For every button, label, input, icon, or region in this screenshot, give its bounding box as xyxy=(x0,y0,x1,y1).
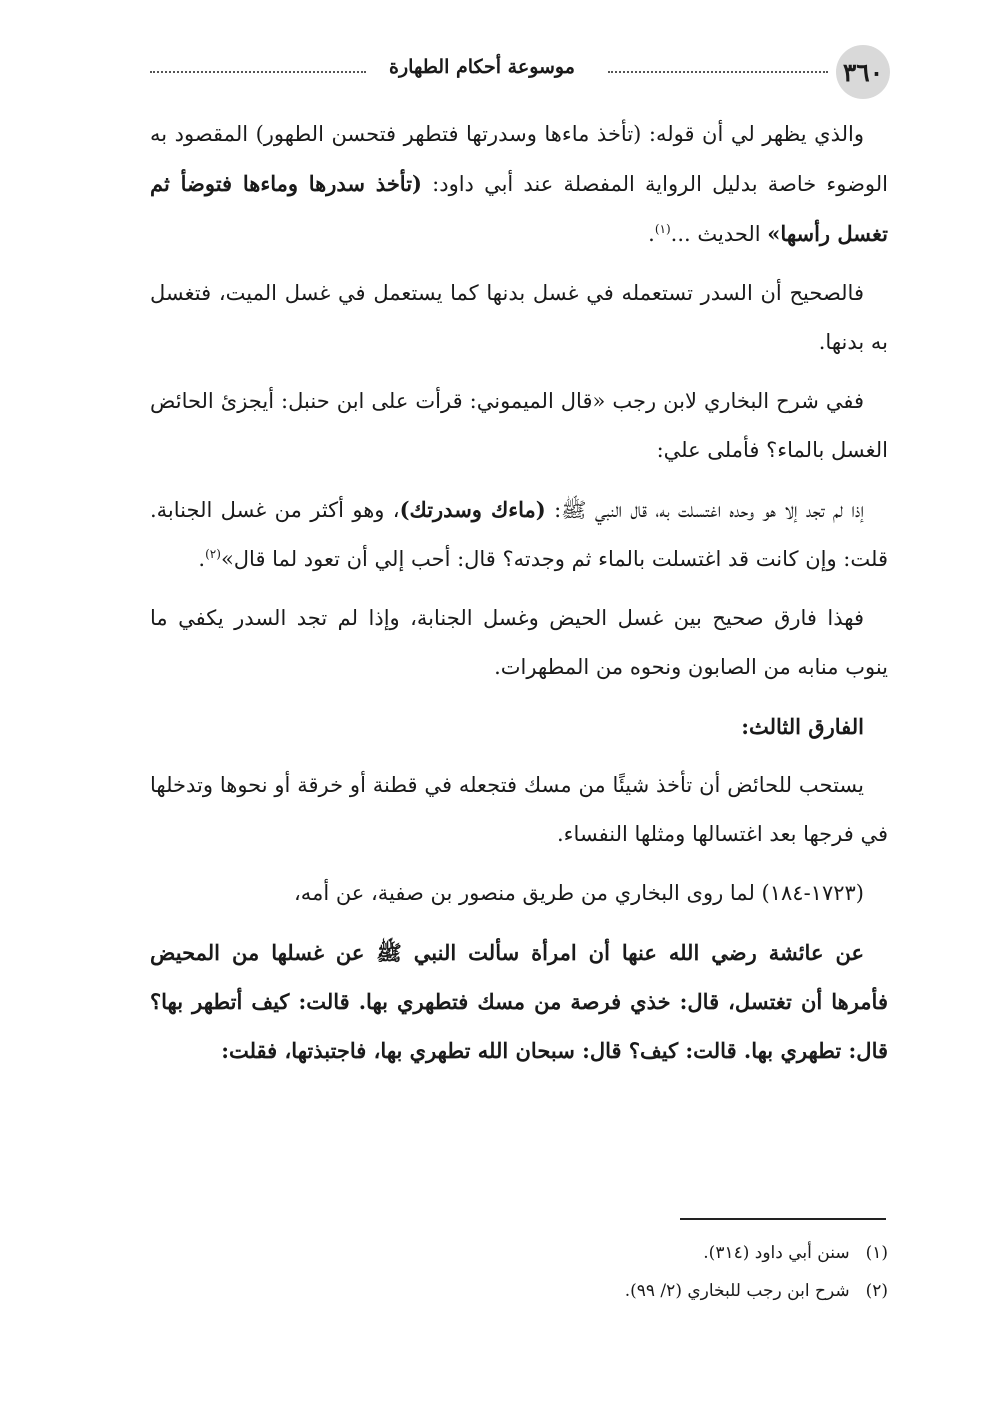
page-body xyxy=(150,110,888,1075)
page-header xyxy=(148,44,890,100)
footnote-ref-1[interactable]: (١) xyxy=(654,222,671,236)
hadith-text-bold: عن عائشة رضي الله عنها أن امرأة سألت النبي ﷺ عن غسلها من المحيض فأمرها أن تغتسل، قال: خذي فرصة من مسك فتطهري بها. قالت: كيف أتطهر بها؟ قال: تطهري بها. قالت: كيف؟ قال: سبحان الله تطهري بها، فاجتبذتها، فقلت: xyxy=(150,940,888,1063)
paragraph-1-text: والذي يظهر لي أن قوله: (تأخذ ماءها وسدرتها فتطهر فتحسن الطهور) المقصود به الوضوء خاصة بدليل الرواية المفصلة عند أبي داود: xyxy=(150,122,888,196)
footnote-2-text: شرح ابن رجب للبخاري (٢/ ٩٩). xyxy=(624,1281,850,1301)
footnote-separator xyxy=(680,1218,886,1220)
page-number: ٣٦٠ xyxy=(842,57,884,87)
paragraph-4-tail: ، وهو أكثر من غسل الجنابة. قلت: وإن كانت قد اغتسلت بالماء ثم وجدته؟ قال: أحب إلي أن تعود لما قال» xyxy=(150,498,888,571)
running-title: موسوعة أحكام الطهارة xyxy=(389,56,575,78)
header-dotted-rule-right xyxy=(608,71,828,73)
paragraph-2: فالصحيح أن السدر تستعمله في غسل بدنها كما يستعمل في غسل الميت، فتغسل به بدنها. xyxy=(150,281,888,354)
footnote-1 xyxy=(150,1234,888,1272)
paragraph-4-end: . xyxy=(198,547,206,571)
page-number-badge xyxy=(836,45,890,99)
footnotes xyxy=(150,1234,888,1310)
paragraph-7: (١٧٢٣-١٨٤) لما روى البخاري من طريق منصور بن صفية، عن أمه، xyxy=(294,881,864,905)
paragraph-5: فهذا فارق صحيح بين غسل الحيض وغسل الجنابة، وإذا لم تجد السدر يكفي ما ينوب منابه من الصابون ونحوه من المطهرات. xyxy=(150,606,888,679)
paragraph-6: يستحب للحائض أن تأخذ شيئًا من مسك فتجعله في قطنة أو خرقة أو نحوها وتدخلها في فرجها بعد اغتسالها ومثلها النفساء. xyxy=(150,773,888,846)
paragraph-1-end: . xyxy=(648,222,655,246)
header-dotted-rule-left xyxy=(150,71,366,73)
footnote-1-text: سنن أبي داود (٣١٤). xyxy=(703,1243,850,1263)
paragraph-1-tail: الحديث ... xyxy=(670,222,768,246)
footnote-2-number: (٢) xyxy=(865,1281,888,1301)
paragraph-4-text: إذا لم تجد إلا هو وحده اغتسلت به، قال النبي ﷺ: xyxy=(545,498,864,522)
footnote-ref-2[interactable]: (٢) xyxy=(205,547,221,561)
footnote-2 xyxy=(150,1272,888,1310)
quoted-hadith-bold: (تأخذ سدرها وماءها فتوضأ ثم تغسل رأسها» xyxy=(150,171,888,246)
footnote-1-number: (١) xyxy=(865,1243,888,1263)
quoted-phrase-bold: (ماءك وسدرتك) xyxy=(399,497,546,522)
paragraph-3: ففي شرح البخاري لابن رجب «قال الميموني: قرأت على ابن حنبل: أيجزئ الحائض الغسل بالماء؟ فأملى علي: xyxy=(150,389,888,462)
paragraph-1 xyxy=(150,110,888,259)
paragraph-4 xyxy=(150,485,888,584)
section-heading: الفارق الثالث: xyxy=(741,714,864,739)
